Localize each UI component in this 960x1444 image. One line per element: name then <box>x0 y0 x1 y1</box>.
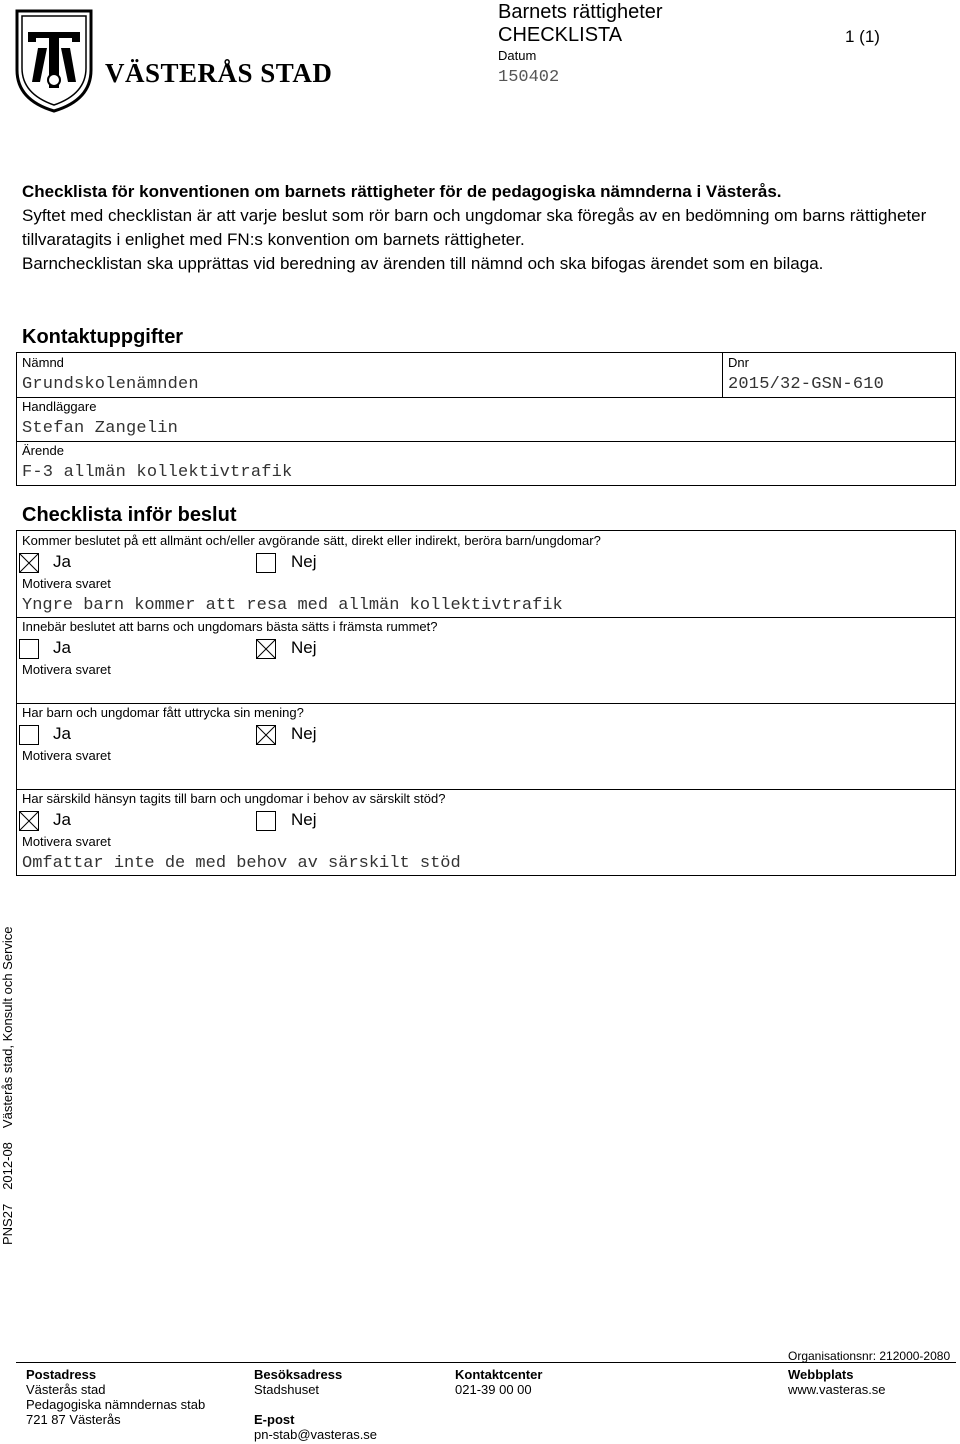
contact-table <box>16 352 956 486</box>
arende-label: Ärende <box>22 443 64 458</box>
q4-yes-checkbox-checked[interactable] <box>19 811 39 831</box>
q1-yes-checkbox-checked[interactable] <box>19 553 39 573</box>
webbplats-label: Webbplats <box>788 1367 854 1382</box>
q1-no-checkbox[interactable] <box>256 553 276 573</box>
handlaggare-field[interactable]: Stefan Zangelin <box>22 419 179 438</box>
dnr-field[interactable]: 2015/32-GSN-610 <box>728 375 885 394</box>
q4-no-checkbox[interactable] <box>256 811 276 831</box>
postadress-line-2: Pedagogiska nämndernas stab <box>26 1397 206 1412</box>
q2-yes-checkbox[interactable] <box>19 639 39 659</box>
namnd-field[interactable]: Grundskolenämnden <box>22 375 199 394</box>
contact-heading: Kontaktuppgifter <box>22 326 184 348</box>
date-value: 150402 <box>498 68 560 87</box>
row-divider <box>17 617 955 618</box>
dnr-label: Dnr <box>728 355 749 370</box>
q1-no-label: Nej <box>291 552 317 571</box>
postadress-label: Postadress <box>26 1367 97 1382</box>
city-crest-logo <box>14 8 94 119</box>
epost-label: E-post <box>254 1412 295 1427</box>
form-date: 2012-08 <box>0 1142 15 1190</box>
question-1: Kommer beslutet på ett allmänt och/eller avgörande sätt, direkt eller indirekt, beröra barn/ungdomar? <box>22 533 601 548</box>
handlaggare-label: Handläggare <box>22 399 97 414</box>
row-divider <box>17 441 955 442</box>
footer-webbplats <box>788 1367 886 1397</box>
checklist-table <box>16 530 956 876</box>
footer-besoksadress <box>254 1367 377 1442</box>
logo-wordmark: VÄSTERÅS STAD <box>105 58 333 88</box>
epost-link[interactable]: pn-stab@vasteras.se <box>254 1427 378 1442</box>
question-4: Har särskild hänsyn tagits till barn och ungdomar i behov av särskilt stöd? <box>22 791 446 806</box>
intro-heading: Checklista för konventionen om barnets rättigheter för de pedagogiska nämnderna i Västerås. <box>22 182 782 201</box>
footer-postadress <box>26 1367 205 1427</box>
row-divider <box>17 397 955 398</box>
besoksadress-value: Stadshuset <box>254 1382 320 1397</box>
q1-motivation-field[interactable]: Yngre barn kommer att resa med allmän kollektivtrafik <box>22 596 563 615</box>
kontaktcenter-label: Kontaktcenter <box>455 1367 543 1382</box>
checklist-heading: Checklista inför beslut <box>22 504 237 526</box>
intro-purpose: Syftet med checklistan är att varje beslut som rör barn och ungdomar ska föregås av en bedömning om barns rättigheter tillvaratagits i enlighet med FN:s konvention om barnets rättigheter. <box>22 206 927 249</box>
q2-yes-label: Ja <box>53 638 71 657</box>
arende-field[interactable]: F-3 allmän kollektivtrafik <box>22 463 293 482</box>
document-title: Barnets rättigheter <box>498 1 663 23</box>
page-number: 1 (1) <box>845 27 880 46</box>
q4-no-label: Nej <box>291 810 317 829</box>
q3-no-checkbox-checked[interactable] <box>256 725 276 745</box>
form-code: PNS27 <box>0 1203 15 1245</box>
row-divider <box>17 703 955 704</box>
footer-divider <box>16 1362 956 1363</box>
column-divider <box>722 353 723 398</box>
postadress-line-1: Västerås stad <box>26 1382 106 1397</box>
question-2: Innebär beslutet att barns och ungdomars bästa sätts i främsta rummet? <box>22 619 438 634</box>
q3-yes-checkbox[interactable] <box>19 725 39 745</box>
form-org: Västerås stad, Konsult och Service <box>0 926 15 1129</box>
date-label: Datum <box>498 48 537 63</box>
document-type: CHECKLISTA <box>498 24 623 46</box>
besoksadress-label: Besöksadress <box>254 1367 343 1382</box>
footer-kontaktcenter <box>455 1367 542 1397</box>
q1-motivation-label: Motivera svaret <box>22 576 111 591</box>
q4-motivation-label: Motivera svaret <box>22 834 111 849</box>
q3-yes-label: Ja <box>53 724 71 743</box>
q2-no-checkbox-checked[interactable] <box>256 639 276 659</box>
question-3: Har barn och ungdomar fått uttrycka sin mening? <box>22 705 304 720</box>
q2-no-label: Nej <box>291 638 317 657</box>
webbplats-link[interactable]: www.vasteras.se <box>788 1382 886 1397</box>
organisation-number: Organisationsnr: 212000-2080 <box>788 1349 951 1363</box>
kontaktcenter-phone: 021-39 00 00 <box>455 1382 532 1397</box>
q4-motivation-field[interactable]: Omfattar inte de med behov av särskilt stöd <box>22 854 461 873</box>
q4-yes-label: Ja <box>53 810 71 829</box>
intro-text <box>22 180 942 276</box>
q3-no-label: Nej <box>291 724 317 743</box>
q3-motivation-label: Motivera svaret <box>22 748 111 763</box>
row-divider <box>17 789 955 790</box>
q1-yes-label: Ja <box>53 552 71 571</box>
intro-instruction: Barnchecklistan ska upprättas vid beredning av ärenden till nämnd och ska bifogas ärendet som en bilaga. <box>22 254 824 273</box>
postadress-line-3: 721 87 Västerås <box>26 1412 121 1427</box>
side-form-code <box>0 925 15 1245</box>
namnd-label: Nämnd <box>22 355 64 370</box>
q2-motivation-label: Motivera svaret <box>22 662 111 677</box>
